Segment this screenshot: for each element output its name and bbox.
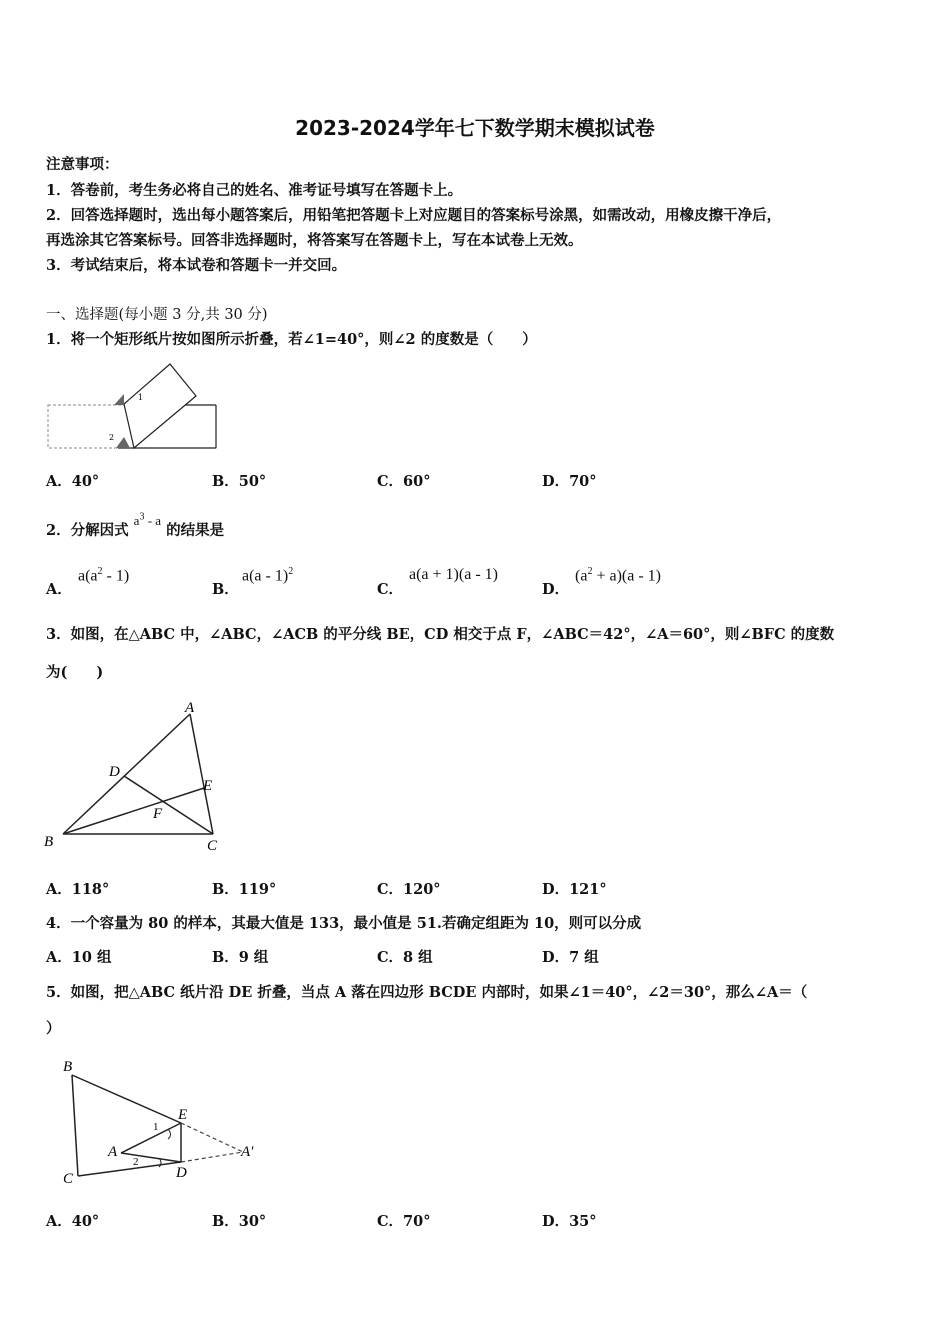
q1-option-a[interactable]: A．40°	[46, 473, 100, 490]
q3-label-a: A	[185, 700, 195, 716]
q1-option-b[interactable]: B．50°	[212, 473, 267, 490]
q5-stem-line1: 5．如图，把△ABC 纸片沿 DE 折叠，当点 A 落在四边形 BCDE 内部时，如果∠1＝40°，∠2＝30°，那么∠A＝（	[46, 984, 808, 1001]
notice-item-2-cont: 再选涂其它答案标号。回答非选择题时，将答案写在答题卡上，写在本试卷上无效。	[46, 232, 583, 249]
q3-label-f: F	[153, 806, 163, 822]
q5-option-d[interactable]: D．35°	[542, 1213, 597, 1230]
q1-option-d[interactable]: D．70°	[542, 473, 597, 490]
q5-label-a: A	[108, 1144, 118, 1160]
q1-angle-2-label: 2	[109, 433, 115, 442]
q5-option-b[interactable]: B．30°	[212, 1213, 267, 1230]
q5-label-c: C	[63, 1171, 74, 1187]
q5-stem-line2: ）	[46, 1020, 61, 1037]
q4-option-d[interactable]: D．7 组	[542, 949, 599, 966]
q5-label-a-prime: A′	[241, 1144, 254, 1160]
q1-figure	[46, 362, 221, 452]
q1-option-c[interactable]: C．60°	[377, 473, 431, 490]
q2-stem-prefix: 2．分解因式	[46, 522, 129, 539]
notice-item-2: 2．回答选择题时，选出每小题答案后，用铅笔把答题卡上对应题目的答案标号涂黑，如需改动，用橡皮擦干净后，	[46, 207, 782, 224]
q2-option-b-expr[interactable]: a(a - 1)$^2$	[242, 566, 294, 585]
notice-item-3: 3．考试结束后，将本试卷和答题卡一并交回。	[46, 257, 347, 274]
q5-option-a[interactable]: A．40°	[46, 1213, 100, 1230]
page-title: 2023-2024学年七下数学期末模拟试卷	[295, 116, 655, 140]
q5-label-d: D	[176, 1165, 187, 1181]
q2-expression: $a^3$ - a	[133, 511, 162, 528]
q3-label-e: E	[203, 778, 213, 794]
q4-option-b[interactable]: B．9 组	[212, 949, 269, 966]
q3-option-a[interactable]: A．118°	[46, 881, 110, 898]
q3-figure	[40, 700, 240, 860]
q2-stem	[46, 511, 225, 540]
q2-option-d-expr[interactable]: $(a^2 + a)(a - 1)$	[575, 566, 661, 585]
q2-option-b-letter[interactable]: B．	[212, 581, 239, 598]
q2-option-c-letter[interactable]: C．	[377, 581, 404, 598]
q3-stem-line2: 为( )	[46, 664, 104, 681]
q5-figure	[55, 1055, 275, 1190]
q4-stem: 4．一个容量为 80 的样本，其最大值是 133，最小值是 51.若确定组距为 10，则可以分成	[46, 915, 642, 932]
q5-option-c[interactable]: C．70°	[377, 1213, 431, 1230]
q2-stem-suffix: 的结果是	[166, 522, 225, 539]
q5-angle-2-label: 2	[133, 1156, 139, 1168]
q1-stem: 1．将一个矩形纸片按如图所示折叠，若∠1=40°，则∠2 的度数是（ ）	[46, 331, 537, 348]
q3-label-b: B	[44, 834, 54, 850]
q3-option-b[interactable]: B．119°	[212, 881, 277, 898]
q3-stem-line1: 3．如图，在△ABC 中，∠ABC，∠ACB 的平分线 BE，CD 相交于点 F，∠ABC＝42°，∠A＝60°，则∠BFC 的度数	[46, 626, 835, 643]
q2-option-a-letter[interactable]: A．	[46, 581, 72, 598]
q4-option-a[interactable]: A．10 组	[46, 949, 112, 966]
q2-option-c-expr[interactable]: a(a + 1)(a - 1)	[409, 566, 498, 583]
q1-angle-1-label: 1	[138, 393, 144, 402]
q3-label-c: C	[207, 838, 218, 854]
q5-label-e: E	[178, 1107, 188, 1123]
q3-option-c[interactable]: C．120°	[377, 881, 441, 898]
section-heading: 一、选择题(每小题 3 分,共 30 分)	[46, 307, 268, 323]
q2-option-d-letter[interactable]: D．	[542, 581, 570, 598]
notice-item-1: 1．答卷前，考生务必将自己的姓名、准考证号填写在答题卡上。	[46, 182, 463, 199]
q4-option-c[interactable]: C．8 组	[377, 949, 433, 966]
q3-option-d[interactable]: D．121°	[542, 881, 607, 898]
q5-angle-1-label: 1	[153, 1121, 159, 1133]
q3-label-d: D	[109, 764, 120, 780]
q2-option-a-expr[interactable]: $a(a^2 - 1)$	[78, 566, 130, 585]
q5-label-b: B	[63, 1059, 73, 1075]
notice-heading: 注意事项：	[46, 156, 119, 173]
